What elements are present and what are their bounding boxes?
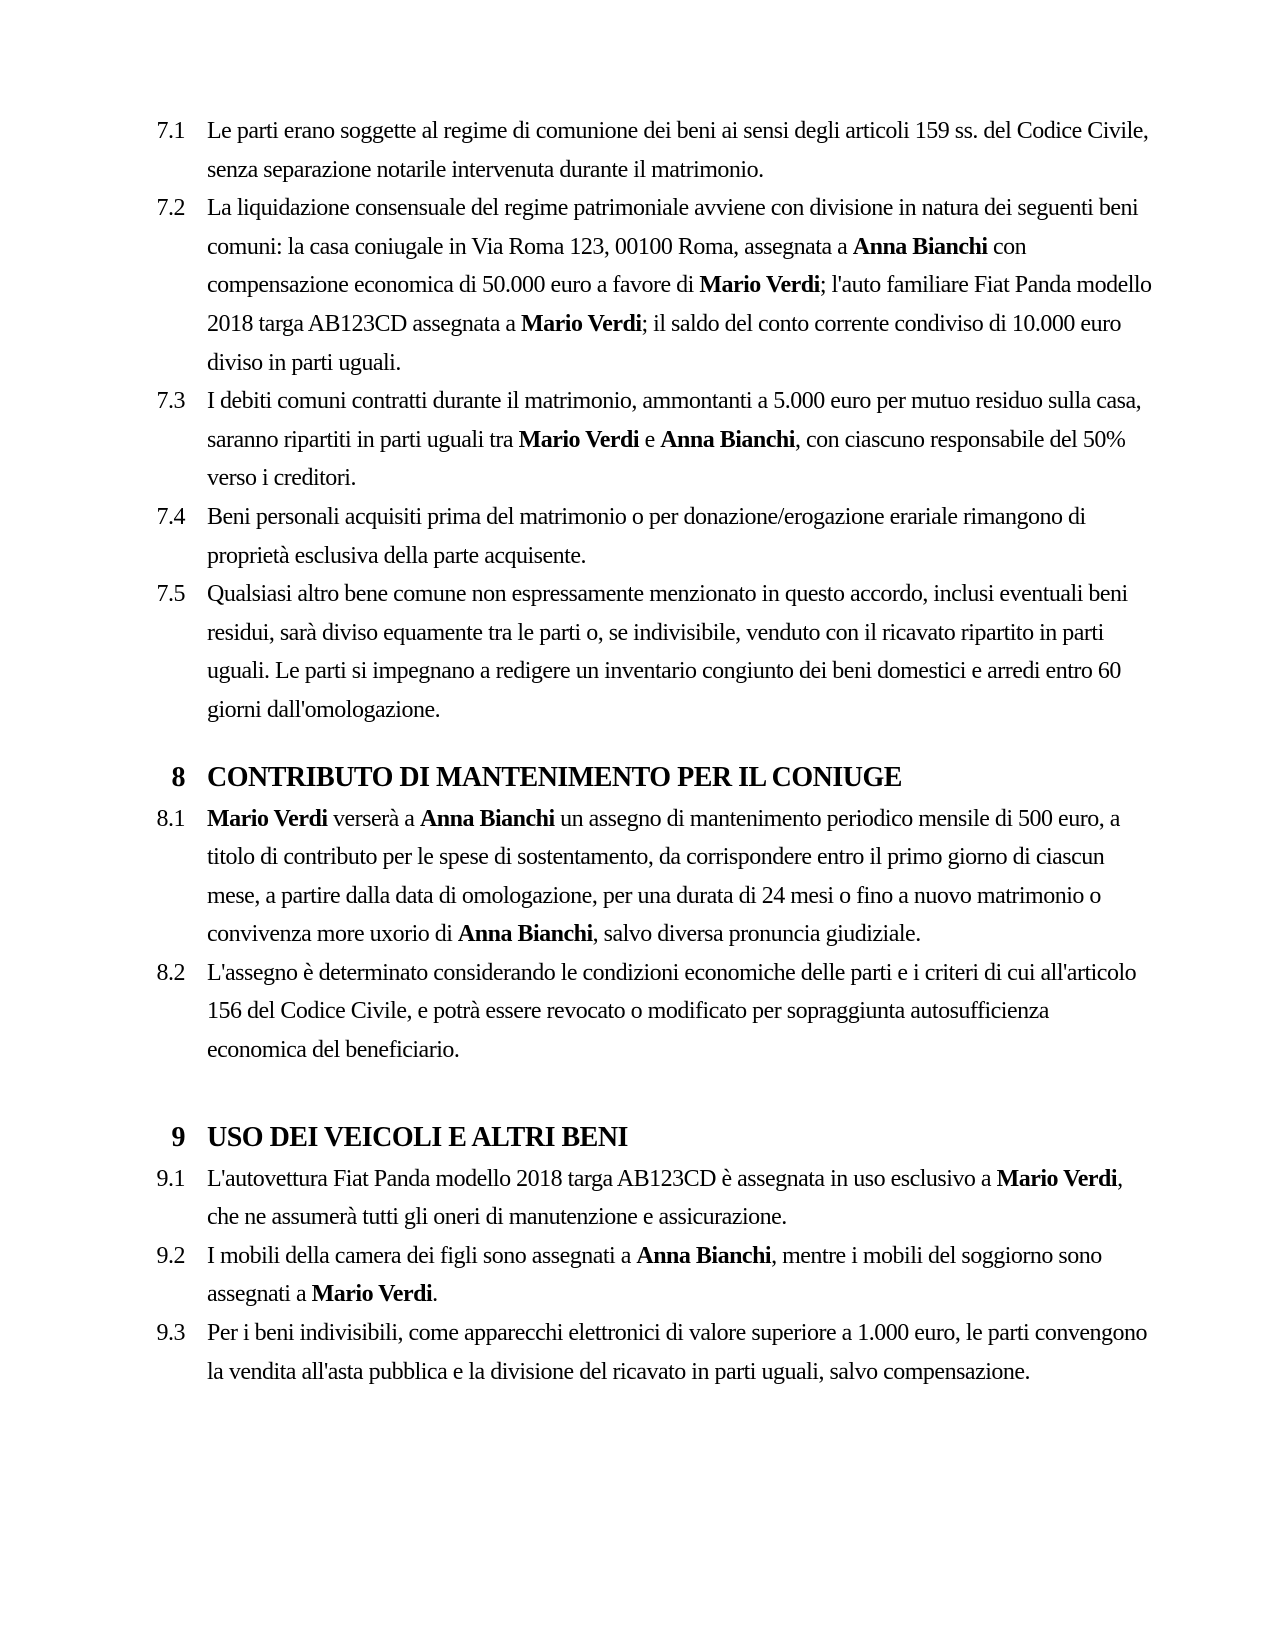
clause-8-2 <box>121 954 1275 1070</box>
clause-text: L'autovettura Fiat Panda modello 2018 targa AB123CD è assegnata in uso esclusivo a Mario Verdi, che ne assumerà tutti gli oneri di manutenzione e assicurazione. <box>207 1165 1123 1231</box>
section-number: 9 <box>171 1121 185 1153</box>
clause-7-5 <box>121 575 1275 729</box>
section-number: 8 <box>171 761 185 793</box>
clause-text: L'assegno è determinato considerando le condizioni economiche delle parti e i criteri di cui all'articolo 156 del Codice Civile, e potrà essere revocato o modificato per sopraggiunta autosufficienza economica del beneficiario. <box>207 959 1137 1064</box>
clause-7-3 <box>121 382 1275 498</box>
clause-number: 7.4 <box>156 503 185 530</box>
section-title: CONTRIBUTO DI MANTENIMENTO PER IL CONIUGE <box>207 761 902 793</box>
section-title: USO DEI VEICOLI E ALTRI BENI <box>207 1121 628 1153</box>
clause-text: I debiti comuni contratti durante il matrimonio, ammontanti a 5.000 euro per mutuo residuo sulla casa, saranno ripartiti in parti uguali tra Mario Verdi e Anna Bianchi, con ciascuno responsabile del 50% verso i creditori. <box>207 388 1142 492</box>
clause-text: Beni personali acquisiti prima del matrimonio o per donazione/erogazione erariale rimangono di proprietà esclusiva della parte acquisente. <box>207 503 1086 569</box>
section-heading-9 <box>121 1115 1275 1160</box>
clause-7-4 <box>121 498 1275 575</box>
clause-text: I mobili della camera dei figli sono assegnati a Anna Bianchi, mentre i mobili del soggiorno sono assegnati a Mario Verdi. <box>207 1242 1102 1308</box>
clause-number: 7.3 <box>156 388 185 415</box>
clause-9-3 <box>121 1314 1275 1391</box>
clause-8-1 <box>121 800 1275 954</box>
clause-number: 7.2 <box>156 195 185 222</box>
clause-text: Per i beni indivisibili, come apparecchi elettronici di valore superiore a 1.000 euro, le parti convengono la vendita all'asta pubblica e la divisione del ricavato in parti uguali, salvo compensazione. <box>207 1320 1148 1385</box>
clause-number: 8.1 <box>156 805 185 832</box>
clause-9-1 <box>121 1160 1275 1237</box>
clause-7-1 <box>121 112 1275 189</box>
clause-text: La liquidazione consensuale del regime patrimoniale avviene con divisione in natura dei seguenti beni comuni: la casa coniugale in Via Roma 123, 00100 Roma, assegnata a Anna Bianchi con compensazione economica di 50.000 euro a favore di Mario Verdi; l'auto familiare Fiat Panda modello 2018 targa AB123CD assegnata a Mario Verdi; il saldo del conto corrente condiviso di 10.000 euro diviso in parti uguali. <box>207 195 1152 376</box>
clause-text: Le parti erano soggette al regime di comunione dei beni ai sensi degli articoli 159 ss. del Codice Civile, senza separazione notarile intervenuta durante il matrimonio. <box>207 118 1149 183</box>
clause-9-2 <box>121 1237 1275 1314</box>
clause-number: 7.1 <box>156 118 185 144</box>
clause-7-2 <box>121 189 1275 382</box>
section-heading-8 <box>121 755 1275 800</box>
clause-number: 9.2 <box>156 1242 185 1269</box>
clause-number: 7.5 <box>156 581 185 608</box>
clause-text: Qualsiasi altro bene comune non espressamente menzionato in questo accordo, inclusi eventuali beni residui, sarà diviso equamente tra le parti o, se indivisibile, venduto con il ricavato ripartito in parti uguali. Le parti si impegnano a redigere un inventario congiunto dei beni domestici e arredi entro 60 giorni dall'omologazione. <box>207 581 1128 723</box>
clause-number: 8.2 <box>156 959 185 986</box>
clause-text: Mario Verdi verserà a Anna Bianchi un assegno di mantenimento periodico mensile di 500 euro, a titolo di contributo per le spese di sostentamento, da corrispondere entro il primo giorno di ciascun mese, a partire dalla data di omologazione, per una durata di 24 mesi o fino a nuovo matrimonio o convivenza more uxorio di Anna Bianchi, salvo diversa pronuncia giudiziale. <box>207 805 1120 948</box>
clause-number: 9.3 <box>156 1320 185 1347</box>
clause-number: 9.1 <box>156 1165 185 1192</box>
